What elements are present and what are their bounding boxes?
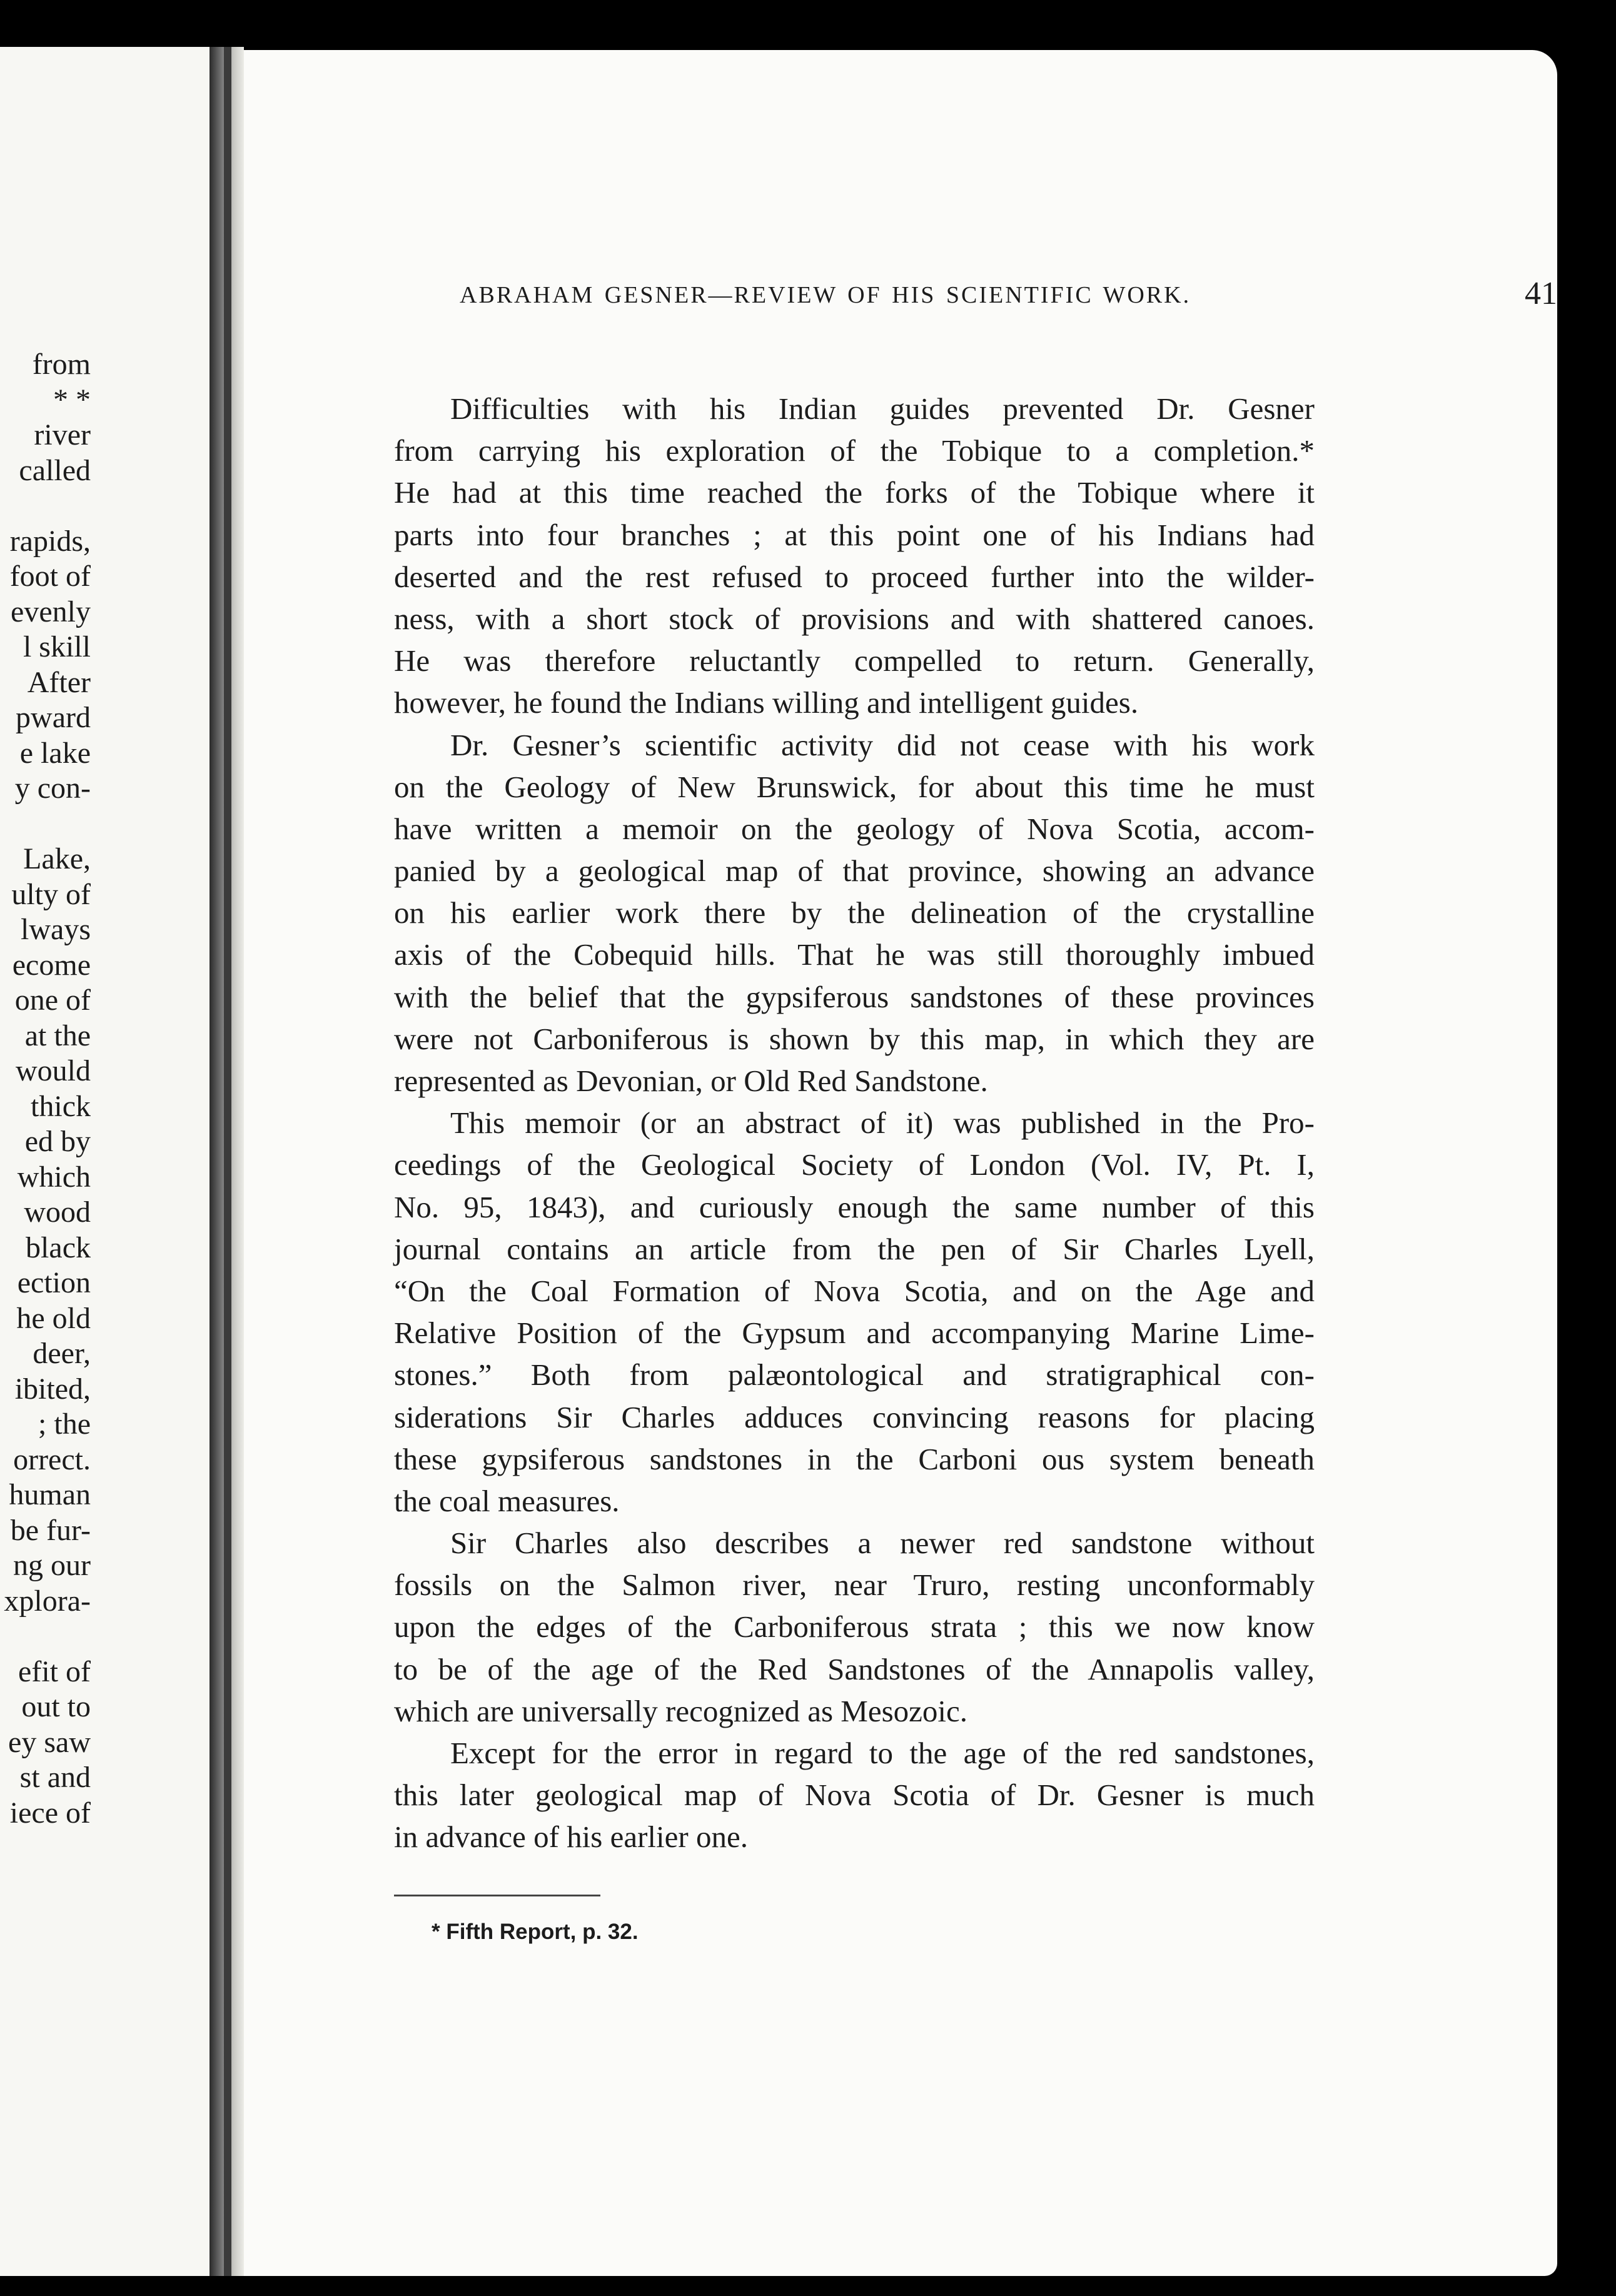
facing-page-line: thick	[31, 1089, 91, 1123]
facing-page-line: ibited,	[14, 1372, 91, 1406]
facing-page-line: called	[19, 453, 91, 487]
facing-page-line: wood	[24, 1196, 91, 1229]
paragraph	[394, 724, 1315, 1102]
facing-page-line: y con-	[14, 772, 91, 805]
facing-page-line: he old	[16, 1301, 91, 1335]
text-line: He was therefore reluctantly compelled to return. Generally,	[394, 643, 1315, 678]
text-line: ceedings of the Geological Society of London (Vol. IV, Pt. I,	[394, 1147, 1315, 1182]
running-head-title: ABRAHAM GESNER—REVIEW OF HIS SCIENTIFIC WORK.	[460, 282, 1191, 308]
facing-page-line	[0, 1619, 91, 1654]
book-page	[244, 50, 1557, 2276]
facing-page-line	[0, 488, 91, 524]
facing-page-line: ; the	[38, 1407, 91, 1441]
text-line: to be of the age of the Red Sandstones of the Annapolis valley,	[394, 1651, 1315, 1686]
facing-page-line	[0, 807, 91, 842]
facing-page-line: lways	[21, 913, 91, 946]
facing-page-line: river	[34, 418, 91, 451]
text-line: however, he found the Indians willing and intelligent guides.	[394, 685, 1139, 720]
text-line: on his earlier work there by the delineation of the crystalline	[394, 895, 1315, 930]
facing-page-line: After	[27, 665, 91, 699]
text-line: This memoir (or an abstract of it) was published in the Pro-	[450, 1105, 1315, 1140]
text-line: with the belief that the gypsiferous sandstones of these provinces	[394, 979, 1315, 1014]
facing-page-line: would	[16, 1054, 91, 1087]
facing-page-line: ng our	[13, 1549, 91, 1582]
facing-page-line: ulty of	[11, 877, 91, 911]
facing-page-line: ey saw	[8, 1725, 91, 1759]
paragraph	[394, 388, 1315, 724]
facing-page-line: pward	[16, 701, 91, 734]
text-line: journal contains an article from the pen of Sir Charles Lyell,	[394, 1231, 1315, 1266]
facing-page-line: foot of	[9, 560, 91, 593]
text-line: axis of the Cobequid hills. That he was still thoroughly imbued	[394, 937, 1315, 972]
text-line: have written a memoir on the geology of Nova Scotia, accom-	[394, 811, 1315, 846]
text-line: fossils on the Salmon river, near Truro, resting unconformably	[394, 1568, 1315, 1603]
running-head	[460, 275, 1557, 319]
facing-page-line: deer,	[33, 1337, 91, 1370]
facing-page-line: which	[17, 1160, 91, 1194]
text-line: Difficulties with his Indian guides prevented Dr. Gesner	[450, 391, 1315, 426]
facing-page-line: one of	[14, 984, 91, 1017]
facing-page-text	[0, 347, 91, 1831]
text-line: Relative Position of the Gypsum and accompanying Marine Lime-	[394, 1316, 1315, 1351]
text-line: from carrying his exploration of the Tobique to a completion.*	[394, 433, 1315, 468]
body-text	[394, 388, 1315, 1858]
facing-page-line: xplora-	[4, 1584, 91, 1618]
paragraph	[394, 1522, 1315, 1732]
facing-page-line: human	[9, 1478, 91, 1511]
facing-page-line: e lake	[19, 736, 91, 770]
text-line: in advance of his earlier one.	[394, 1820, 748, 1855]
facing-page-line: l skill	[23, 630, 91, 663]
footnote-rule	[394, 1895, 600, 1896]
facing-page-line: Lake,	[23, 842, 91, 875]
text-line: Except for the error in regard to the age of the red sandstones,	[450, 1736, 1315, 1770]
text-line: No. 95, 1843), and curiously enough the same number of this	[394, 1189, 1315, 1224]
facing-page-line: be fur-	[10, 1513, 91, 1547]
facing-page-line: out to	[21, 1690, 91, 1723]
facing-page-line: efit of	[18, 1654, 91, 1688]
text-line: were not Carboniferous is shown by this map, in which they are	[394, 1021, 1315, 1056]
text-line: the coal measures.	[394, 1483, 620, 1518]
text-line: Dr. Gesner’s scientific activity did not cease with his work	[450, 727, 1315, 762]
text-line: “On the Coal Formation of Nova Scotia, and on the Age and	[394, 1273, 1315, 1308]
facing-page-line: black	[26, 1231, 91, 1264]
facing-page-line: evenly	[11, 595, 91, 628]
text-line: represented as Devonian, or Old Red Sandstone.	[394, 1064, 988, 1098]
footnote: * Fifth Report, p. 32.	[432, 1920, 639, 1944]
text-line: siderations Sir Charles adduces convincing reasons for placing	[394, 1399, 1315, 1434]
paragraph	[394, 1732, 1315, 1858]
facing-page-line: rapids,	[9, 524, 91, 558]
text-line: ness, with a short stock of provisions and with shattered canoes.	[394, 601, 1315, 636]
text-line: on the Geology of New Brunswick, for about this time he must	[394, 769, 1315, 804]
text-line: parts into four branches ; at this point one of his Indians had	[394, 517, 1315, 552]
paragraph	[394, 1102, 1315, 1522]
facing-page-line: ed by	[24, 1125, 91, 1158]
facing-page-line: st and	[19, 1761, 91, 1794]
text-line: panied by a geological map of that province, showing an advance	[394, 853, 1315, 889]
facing-page-line: orrect.	[13, 1443, 91, 1476]
text-line: deserted and the rest refused to proceed further into the wilder-	[394, 559, 1315, 594]
facing-page-line: from	[32, 348, 91, 381]
facing-page-line: ecome	[12, 948, 91, 982]
text-line: these gypsiferous sandstones in the Carboni ous system beneath	[394, 1441, 1315, 1476]
binding-edge	[224, 47, 231, 2276]
text-line: upon the edges of the Carboniferous strata ; this we now know	[394, 1609, 1315, 1644]
facing-page-line: iece of	[9, 1796, 91, 1830]
text-line: Sir Charles also describes a newer red sandstone without	[450, 1526, 1315, 1561]
facing-page-line: at the	[24, 1019, 91, 1052]
text-line: He had at this time reached the forks of the Tobique where it	[394, 475, 1315, 510]
facing-page-left	[0, 47, 210, 2276]
text-line: stones.” Both from palæontological and stratigraphical con-	[394, 1357, 1315, 1392]
facing-page-line: * *	[53, 383, 91, 416]
text-line: this later geological map of Nova Scotia of Dr. Gesner is much	[394, 1778, 1315, 1813]
text-line: which are universally recognized as Mesozoic.	[394, 1693, 968, 1728]
page-number: 41	[1525, 276, 1557, 311]
facing-page-line: ection	[17, 1266, 91, 1299]
